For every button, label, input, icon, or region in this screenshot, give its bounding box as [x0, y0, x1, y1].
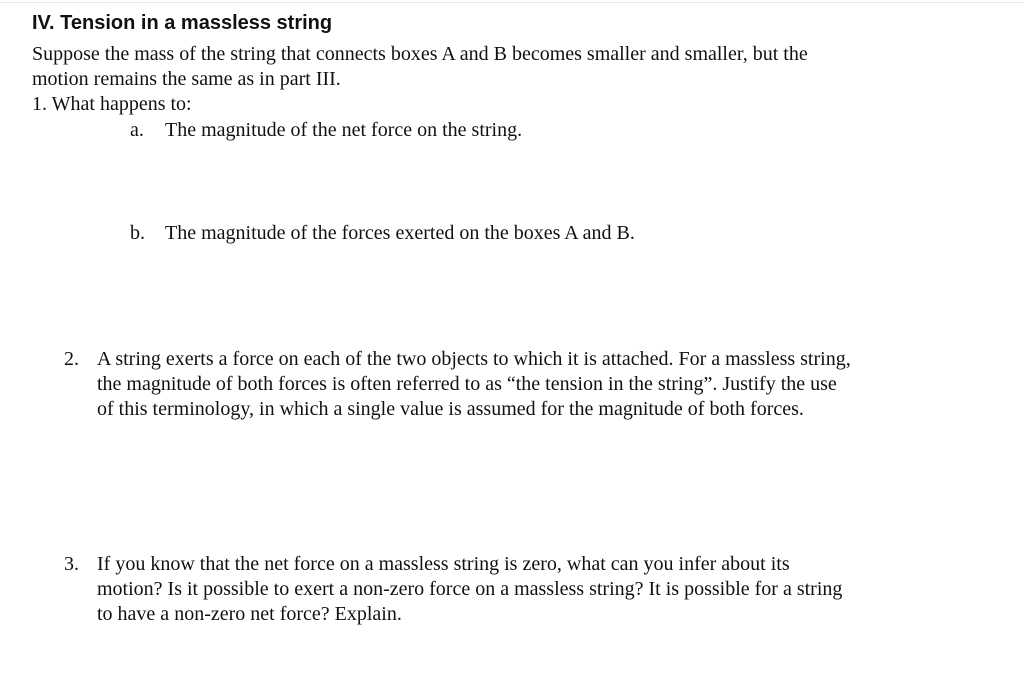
question-2-line-2: the magnitude of both forces is often referred to as “the tension in the string”. Justify the use: [97, 373, 837, 395]
question-2-text: [97, 347, 957, 422]
question-1-label: 1. What happens to:: [32, 93, 192, 115]
question-1a-text: The magnitude of the net force on the string.: [165, 119, 523, 141]
question-2-line-3: of this terminology, in which a single value is assumed for the magnitude of both forces.: [97, 398, 804, 420]
question-3-line-2: motion? Is it possible to exert a non-zero force on a massless string? It is possible for a string: [97, 578, 843, 600]
intro-paragraph: [32, 42, 932, 92]
question-3-text: [97, 552, 957, 627]
question-3-line-3: to have a non-zero net force? Explain.: [97, 603, 402, 625]
question-3-line-1: If you know that the net force on a massless string is zero, what can you infer about its: [97, 553, 790, 575]
question-1b-text: The magnitude of the forces exerted on the boxes A and B.: [165, 222, 635, 244]
intro-line-1: Suppose the mass of the string that connects boxes A and B becomes smaller and smaller, but the: [32, 43, 808, 65]
section-heading: IV. Tension in a massless string: [32, 12, 333, 34]
question-1b: [130, 221, 635, 246]
question-3-marker: 3.: [64, 553, 79, 575]
question-1b-marker: b.: [130, 222, 145, 244]
intro-line-2: motion remains the same as in part III.: [32, 68, 341, 90]
question-1a-marker: a.: [130, 119, 144, 141]
question-2-marker: 2.: [64, 348, 79, 370]
question-1a: [130, 118, 522, 143]
question-2-line-1: A string exerts a force on each of the two objects to which it is attached. For a massless string,: [97, 348, 851, 370]
